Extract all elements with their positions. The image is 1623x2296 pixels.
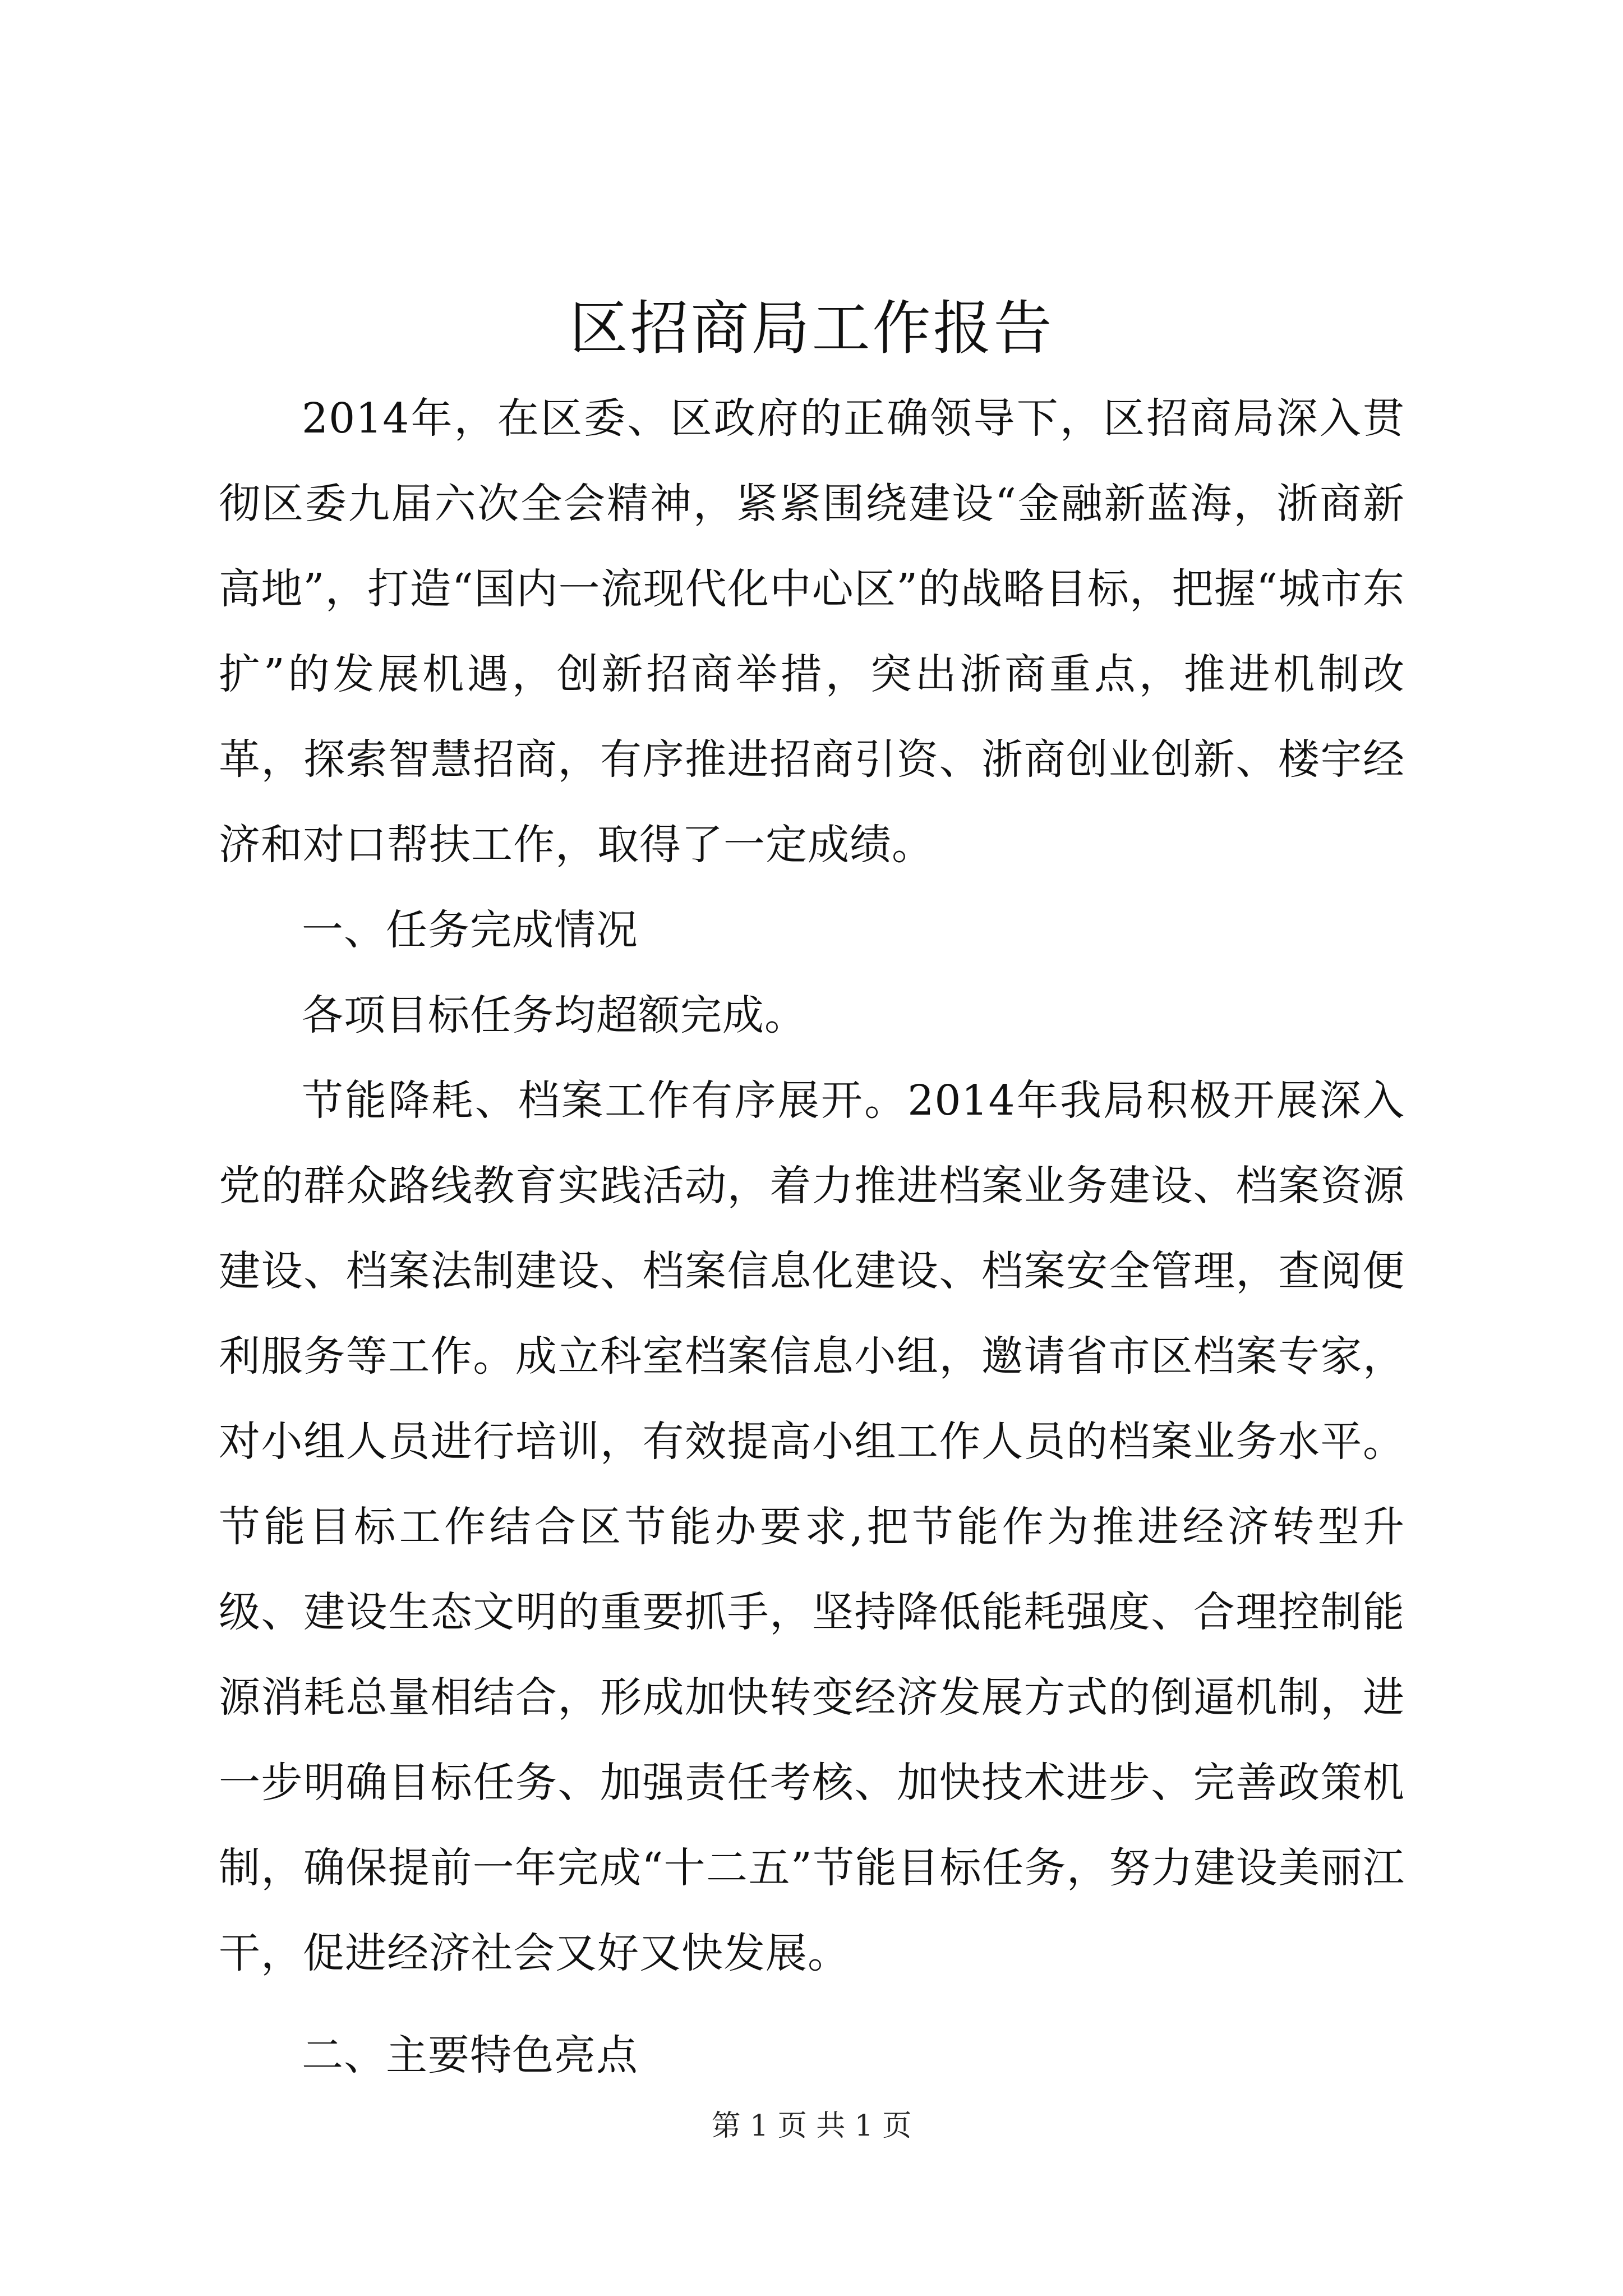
page-footer: 第 1 页 共 1 页 [711, 2109, 912, 2143]
document-body [219, 280, 1405, 2098]
document-title: 区招商局工作报告 [569, 294, 1054, 362]
paragraph-intro: 2014年，在区委、区政府的正确领导下，区招商局深入贯彻区委九届六次全会精神，紧紧围绕建设“金融新蓝海，浙商新高地”，打造“国内一流现代化中心区”的战略目标，把握“城市东扩”的发展机遇，创新招商举措，突出浙商重点，推进机制改革，探索智慧招商，有序推进招商引资、浙商创业创新、楼宇经济和对口帮扶工作，取得了一定成绩。 [219, 394, 1405, 869]
paragraph-energy-archives: 节能降耗、档案工作有序展开。2014年我局积极开展深入党的群众路线教育实践活动，着力推进档案业务建设、档案资源建设、档案法制建设、档案信息化建设、档案安全管理，查阅便利服务等工作。成立科室档案信息小组，邀请省市区档案专家，对小组人员进行培训，有效提高小组工作人员的档案业务水平。节能目标工作结合区节能办要求,把节能作为推进经济转型升级、建设生态文明的重要抓手，坚持降低能耗强度、合理控制能源消耗总量相结合，形成加快转变经济发展方式的倒逼机制，进一步明确目标任务、加强责任考核、加快技术进步、完善政策机制，确保提前一年完成“十二五”节能目标任务，努力建设美丽江干，促进经济社会又好又快发展。 [219, 1076, 1405, 1977]
section-heading-2: 二、主要特色亮点 [302, 2031, 638, 2079]
paragraph-tasks-summary: 各项目标任务均超额完成。 [302, 991, 806, 1039]
paragraph-spacer [219, 1996, 1405, 2013]
section-heading-1: 一、任务完成情况 [302, 906, 638, 954]
